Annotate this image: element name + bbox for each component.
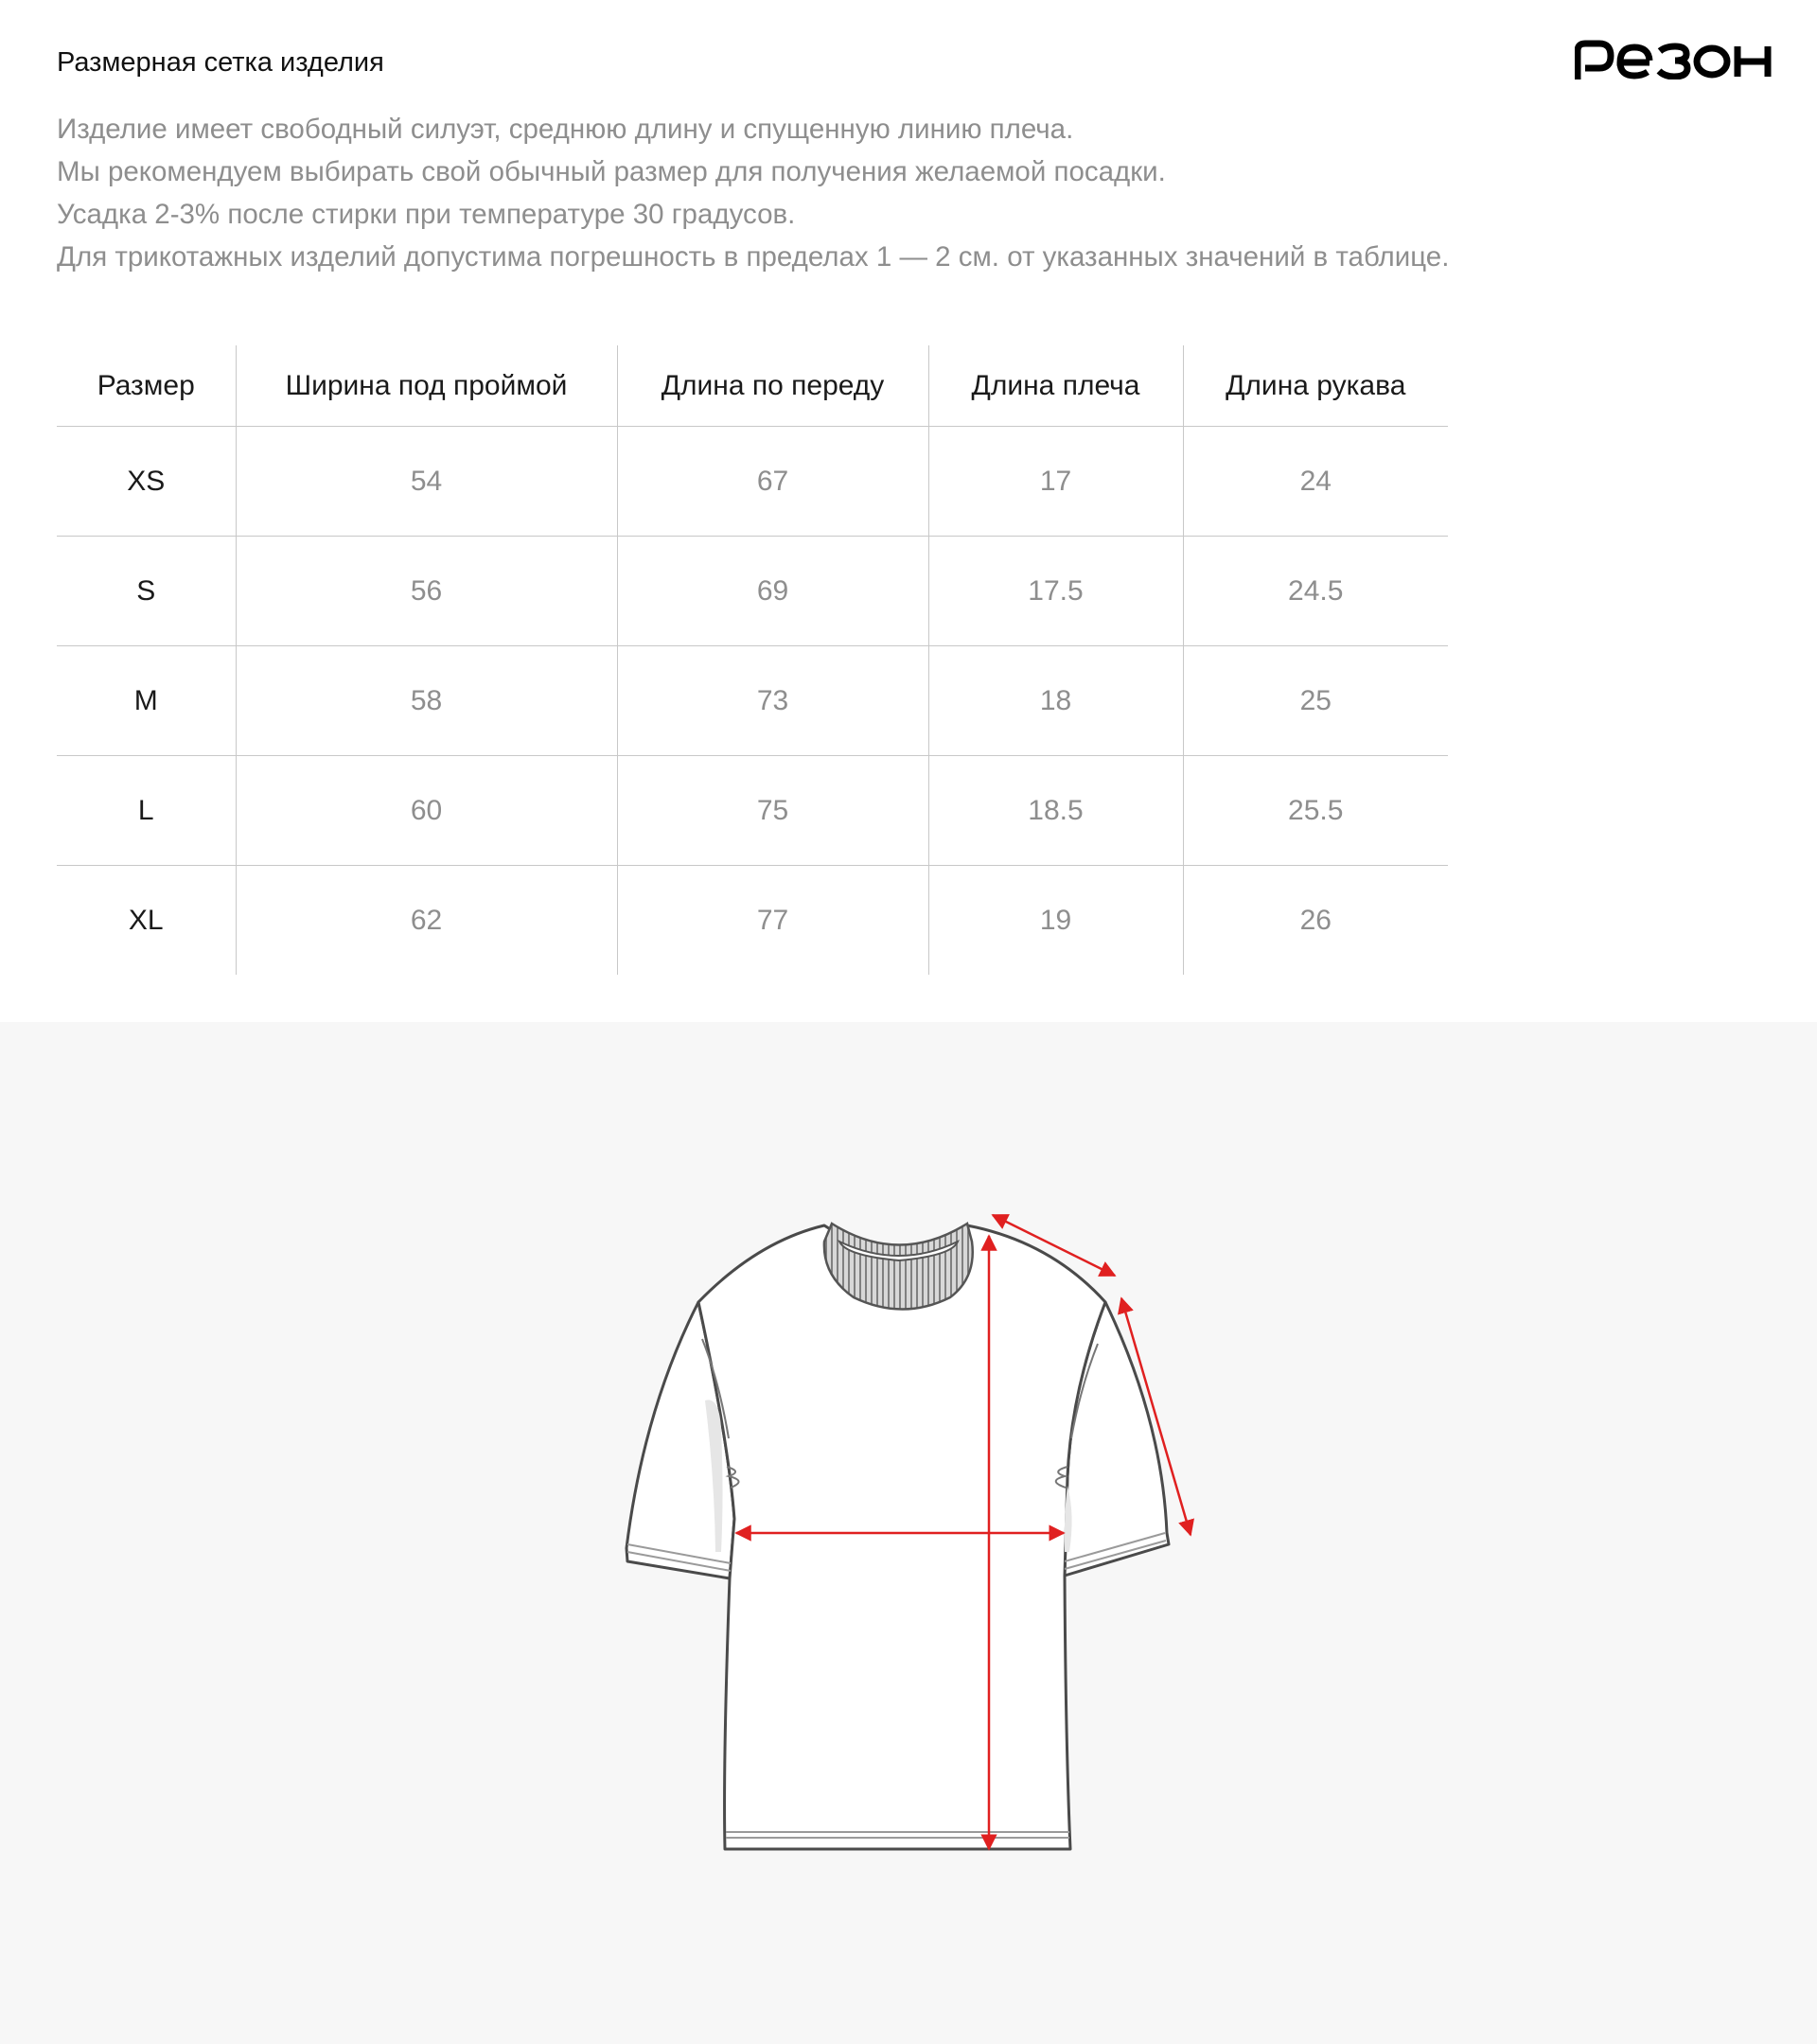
table-cell: 24	[1183, 427, 1448, 537]
table-cell: 25	[1183, 646, 1448, 756]
table-cell-size: L	[57, 756, 236, 866]
table-cell: 58	[236, 646, 617, 756]
column-header-width-under-armhole: Ширина под проймой	[236, 345, 617, 427]
table-cell: 18	[928, 646, 1183, 756]
description-line-size-advice: Мы рекомендуем выбирать свой обычный размер для получения желаемой посадки.	[57, 156, 1166, 187]
brand-logo	[1575, 38, 1772, 79]
table-cell: 67	[617, 427, 928, 537]
tshirt-sketch	[0, 1022, 1817, 2044]
column-header-front-length: Длина по переду	[617, 345, 928, 427]
column-header-shoulder-length: Длина плеча	[928, 345, 1183, 427]
table-cell: 26	[1183, 866, 1448, 976]
table-cell: 25.5	[1183, 756, 1448, 866]
table-cell: 77	[617, 866, 928, 976]
table-cell: 60	[236, 756, 617, 866]
page-title: Размерная сетка изделия	[57, 47, 384, 78]
description-line-shrinkage: Усадка 2-3% после стирки при температуре 30 градусов.	[57, 199, 796, 230]
table-cell: 62	[236, 866, 617, 976]
description-line-silhouette: Изделие имеет свободный силуэт, среднюю длину и спущенную линию плеча.	[57, 114, 1074, 145]
table-row	[57, 866, 1448, 976]
table-cell: 19	[928, 866, 1183, 976]
table-row	[57, 756, 1448, 866]
table-cell: 73	[617, 646, 928, 756]
table-cell-size: XS	[57, 427, 236, 537]
table-cell: 17	[928, 427, 1183, 537]
table-cell: 17.5	[928, 537, 1183, 646]
measurement-illustration	[0, 1022, 1817, 2044]
table-row	[57, 427, 1448, 537]
description-line-tolerance: Для трикотажных изделий допустима погрешность в пределах 1 — 2 см. от указанных значений в таблице.	[57, 241, 1450, 273]
table-cell: 24.5	[1183, 537, 1448, 646]
table-cell-size: S	[57, 537, 236, 646]
size-table	[57, 345, 1448, 975]
brand-logo-wordmark	[1575, 38, 1772, 79]
product-description	[57, 108, 1666, 278]
table-cell-size: M	[57, 646, 236, 756]
table-cell: 18.5	[928, 756, 1183, 866]
tshirt-outline	[626, 1225, 1169, 1849]
table-header-row	[57, 345, 1448, 427]
table-row	[57, 537, 1448, 646]
table-row	[57, 646, 1448, 756]
table-cell: 56	[236, 537, 617, 646]
column-header-sleeve-length: Длина рукава	[1183, 345, 1448, 427]
column-header-size: Размер	[57, 345, 236, 427]
table-cell-size: XL	[128, 904, 164, 936]
table-cell: 69	[617, 537, 928, 646]
table-cell: 75	[617, 756, 928, 866]
table-cell: 54	[236, 427, 617, 537]
